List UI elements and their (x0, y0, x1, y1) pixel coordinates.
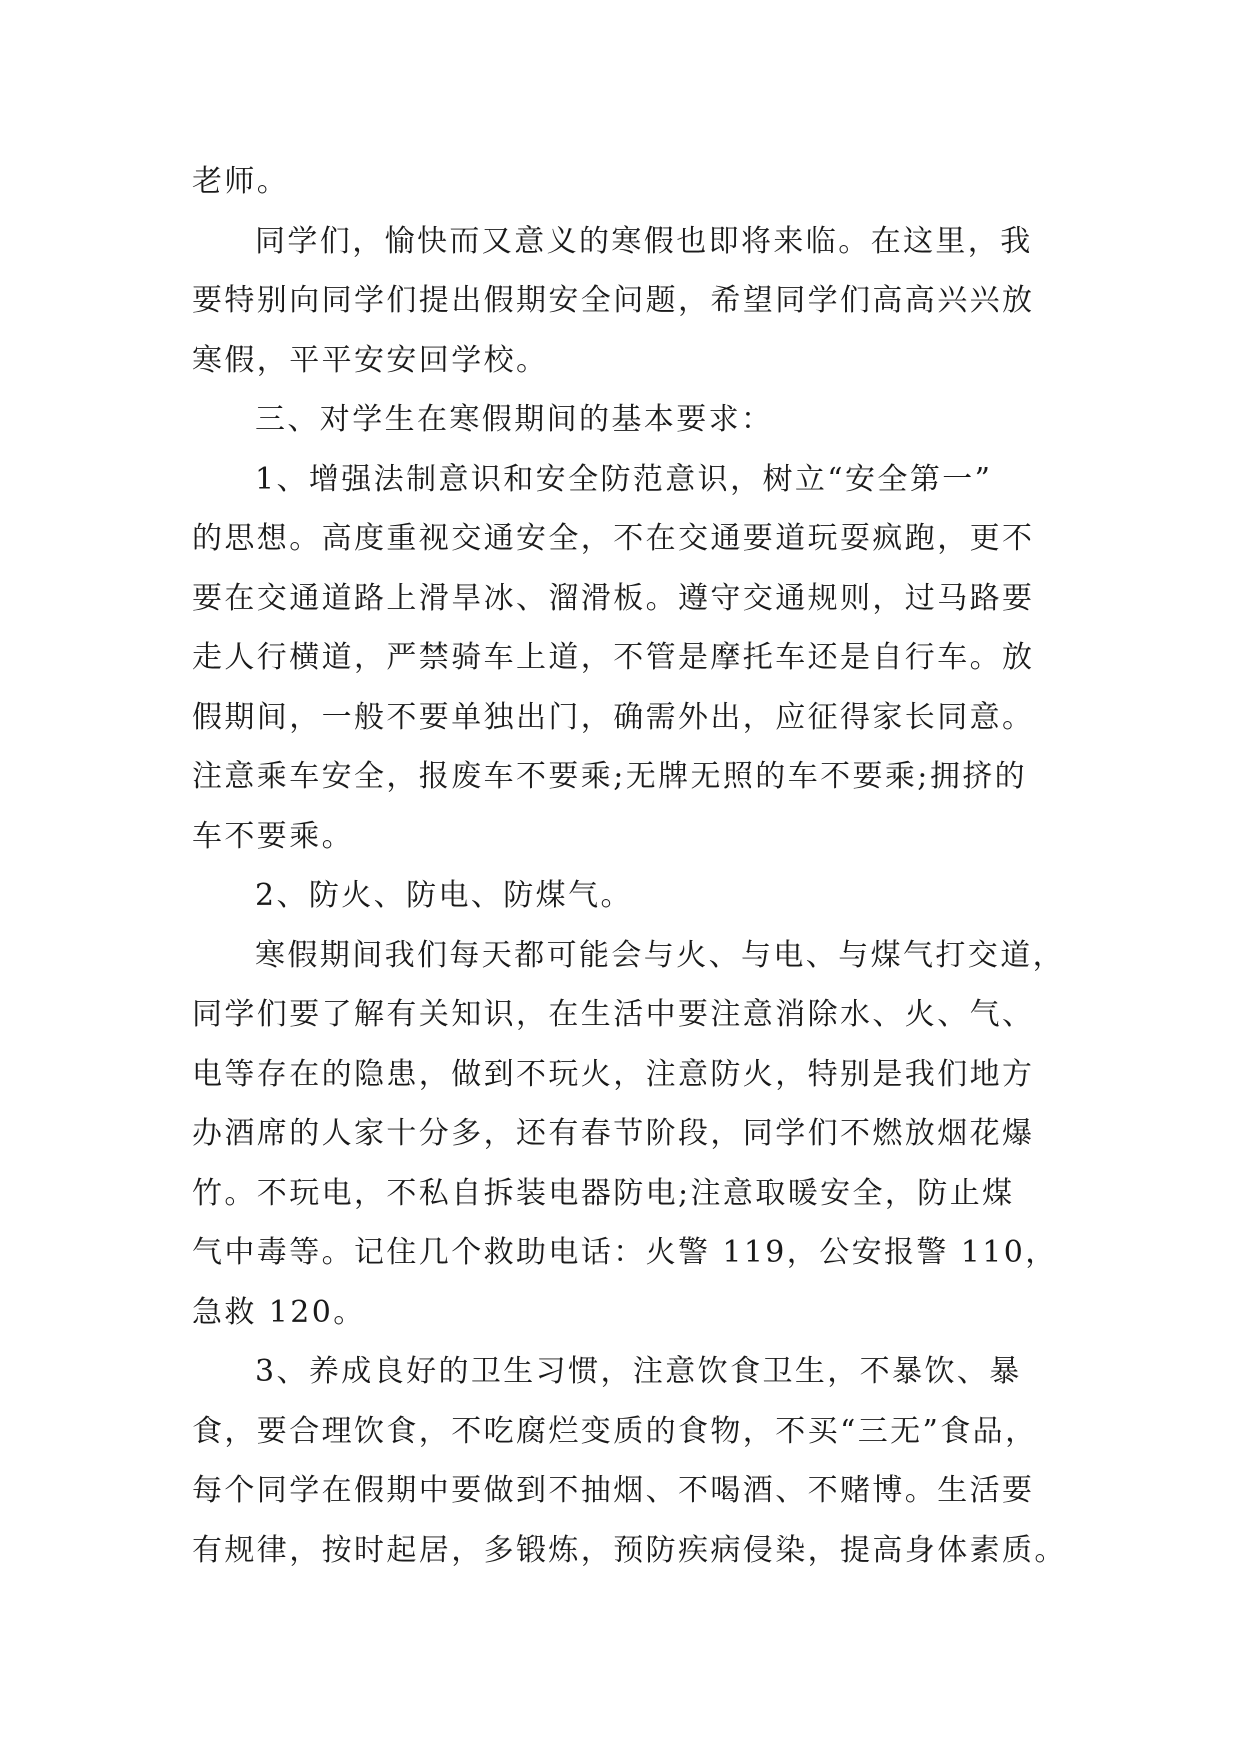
text-line: 寒假期间我们每天都可能会与火、与电、与煤气打交道， (255, 937, 1065, 973)
text-line: 同学们，愉快而又意义的寒假也即将来临。在这里，我 (255, 223, 1033, 259)
text-line: 三、对学生在寒假期间的基本要求： (255, 402, 774, 437)
text-line: 的思想。高度重视交通安全，不在交通要道玩耍疯跑，更不 (192, 521, 1035, 556)
paragraph-item-1 (192, 450, 1058, 867)
text-line: 假期间，一般不要单独出门，确需外出，应征得家长同意。 (192, 699, 1035, 735)
document-body (192, 152, 1067, 1580)
text-line: 要特别向同学们提出假期安全问题，希望同学们高高兴兴放 (192, 283, 1035, 318)
paragraph-item-3 (192, 1342, 1067, 1580)
text-line: 要在交通道路上滑旱冰、溜滑板。遵守交通规则，过马路要 (192, 580, 1035, 616)
text-line: 有规律，按时起居，多锻炼，预防疾病侵染，提高身体素质。 (192, 1532, 1067, 1568)
text-line: 电等存在的隐患，做到不玩火，注意防火，特别是我们地方 (192, 1056, 1035, 1092)
text-line: 1、增强法制意识和安全防范意识，树立“安全第一” (255, 461, 993, 497)
text-line: 急救 120。 (192, 1294, 366, 1330)
text-line: 车不要乘。 (192, 818, 354, 854)
text-line: 3、养成良好的卫生习惯，注意饮食卫生，不暴饮、暴 (255, 1354, 1022, 1389)
text-line: 老师。 (192, 164, 290, 199)
paragraph-item-2-heading (192, 866, 1058, 926)
text-line: 寒假，平平安安回学校。 (192, 342, 549, 378)
paragraph-2 (192, 212, 1058, 391)
text-line: 2、防火、防电、防煤气。 (255, 878, 633, 913)
text-line: 办酒席的人家十分多，还有春节阶段，同学们不燃放烟花爆 (192, 1116, 1035, 1151)
text-line: 气中毒等。记住几个救助电话：火警 119，公安报警 110， (192, 1235, 1058, 1270)
paragraph-item-2-body (192, 926, 1065, 1343)
text-line: 每个同学在假期中要做到不抽烟、不喝酒、不赌博。生活要 (192, 1473, 1035, 1508)
text-line: 食，要合理饮食，不吃腐烂变质的食物，不买“三无”食品， (192, 1413, 1038, 1449)
section-heading (192, 390, 1058, 450)
text-line: 同学们要了解有关知识，在生活中要注意消除水、火、气、 (192, 997, 1035, 1032)
text-line: 竹。不玩电，不私自拆装电器防电;注意取暖安全，防止煤 (192, 1175, 1015, 1211)
text-line: 注意乘车安全，报废车不要乘;无牌无照的车不要乘;拥挤的 (192, 759, 1028, 794)
text-line: 走人行横道，严禁骑车上道，不管是摩托车还是自行车。放 (192, 640, 1035, 675)
paragraph-1 (192, 152, 1058, 212)
